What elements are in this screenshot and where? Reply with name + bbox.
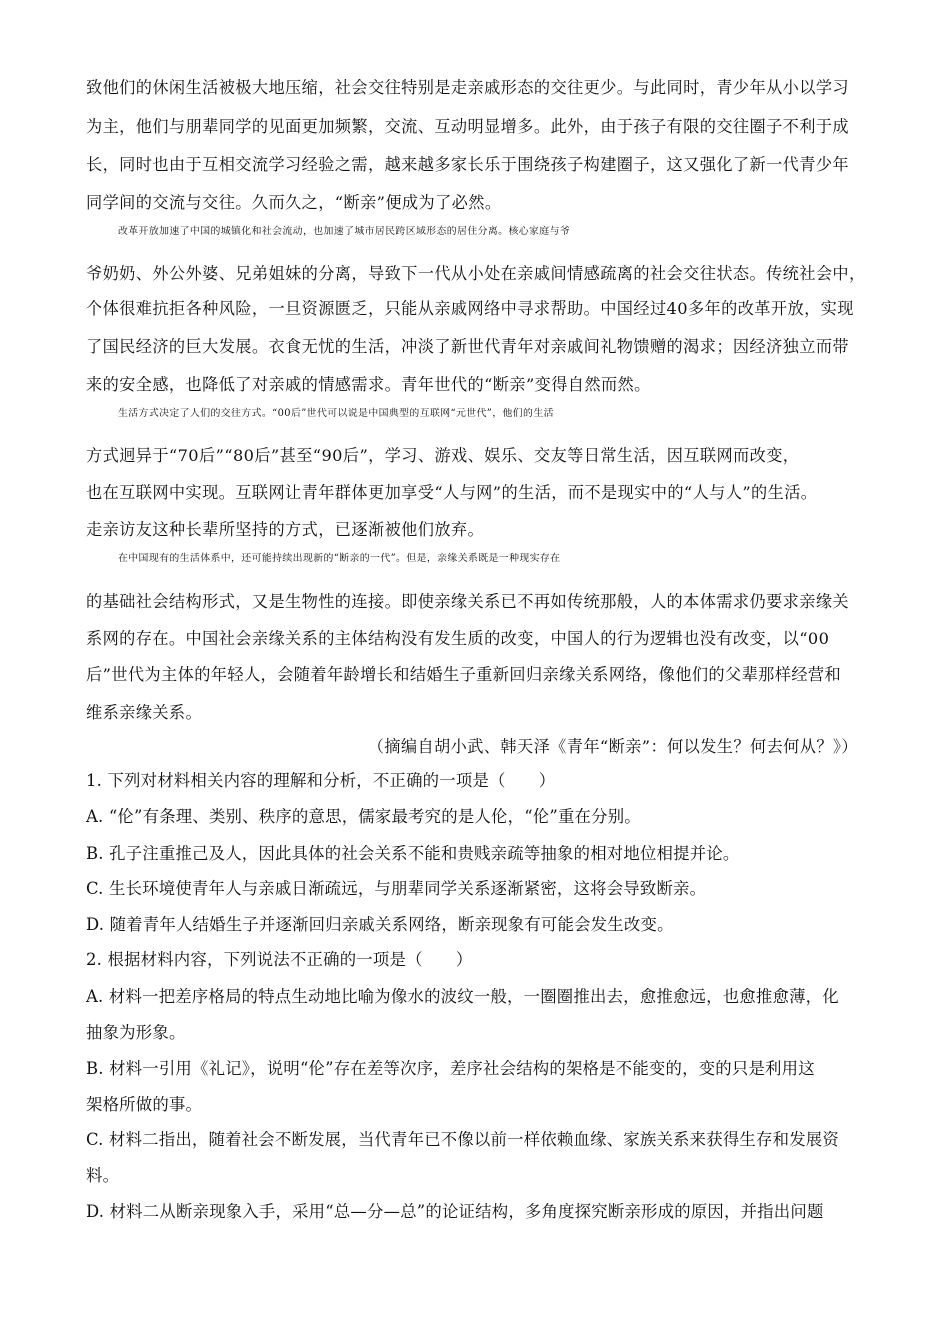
passage-line: 为主，他们与朋辈同学的见面更加频繁，交流、互动明显增多。此外，由于孩子有限的交往圈子不利于成 <box>86 117 850 136</box>
passage-line: 后”世代为主体的年轻人，会随着年龄增长和结婚生子重新回归亲缘关系网络，像他们的父辈那样经营和 <box>86 665 842 684</box>
option-b: B. 材料一引用《礼记》，说明“伦”存在差等次序，差序社会结构的架格是不能变的，变的只是利用这 <box>86 1059 815 1078</box>
option-c: C. 生长环境使青年人与亲戚日渐疏远，与朋辈同学关系逐渐紧密，这将会导致断亲。 <box>86 879 707 898</box>
passage-line: 长，同时也由于互相交流学习经验之需，越来越多家长乐于围绕孩子构建圈子，这又强化了新一代青少年 <box>86 155 850 174</box>
passage-line: 系网的存在。中国社会亲缘关系的主体结构没有发生质的改变，中国人的行为逻辑也没有改变，以“00 <box>86 629 830 648</box>
option-a: A. 材料一把差序格局的特点生动地比喻为像水的波纹一般，一圈圈推出去，愈推愈远，也愈推愈薄，化 <box>86 987 839 1006</box>
option-c-continued: 料。 <box>86 1166 120 1185</box>
passage-line: 在中国现有的生活体系中，还可能持续出现新的“断亲的一代”。但是，亲缘关系既是一种现实存在 <box>118 553 561 564</box>
passage-line: 的基础社会结构形式，又是生物性的连接。即使亲缘关系已不再如传统那般，人的本体需求仍要求亲缘关 <box>86 592 850 611</box>
option-a-continued: 抽象为形象。 <box>86 1023 186 1042</box>
option-b-continued: 架格所做的事。 <box>86 1095 203 1114</box>
question-stem: 2. 根据材料内容，下列说法不正确的一项是（ ） <box>86 950 473 969</box>
passage-line: 同学间的交流与交往。久而久之，“断亲”便成为了必然。 <box>86 193 502 212</box>
passage-line: 走亲访友这种长辈所坚持的方式，已逐渐被他们放弃。 <box>86 520 485 539</box>
question-stem: 1. 下列对材料相关内容的理解和分析，不正确的一项是（ ） <box>86 771 556 790</box>
passage-line: 个体很难抗拒各种风险，一旦资源匮乏，只能从亲戚网络中寻求帮助。中国经过40多年的改革开放，实现 <box>86 299 854 318</box>
source-citation: （摘编自胡小武、韩天泽《青年“断亲”：何以发生？何去何从？》） <box>367 737 858 756</box>
passage-line: 致他们的休闲生活被极大地压缩，社会交往特别是走亲戚形态的交往更少。与此同时，青少年从小以学习 <box>86 78 850 97</box>
passage-line: 生活方式决定了人们的交往方式。“00后”世代可以说是中国典型的互联网“元世代”，他们的生活 <box>118 408 554 419</box>
passage-line: 方式迥异于“70后”“80后”甚至“90后”，学习、游戏、娱乐、交友等日常生活，因互联网而改变， <box>86 446 800 465</box>
option-c: C. 材料二指出，随着社会不断发展，当代青年已不像以前一样依赖血缘、家族关系来获得生存和发展资 <box>86 1130 839 1149</box>
passage-line: 了国民经济的巨大发展。衣食无忧的生活，冲淡了新世代青年对亲戚间礼物馈赠的渴求；因经济独立而带 <box>86 337 850 356</box>
passage-line: 改革开放加速了中国的城镇化和社会流动，也加速了城市居民跨区域形态的居住分离。核心家庭与爷 <box>118 226 571 237</box>
passage-line: 也在互联网中实现。互联网让青年群体更加享受“人与网”的生活，而不是现实中的“人与人”的生活。 <box>86 483 818 502</box>
option-b: B. 孔子注重推己及人，因此具体的社会关系不能和贵贱亲疏等抽象的相对地位相提并论。 <box>86 844 740 863</box>
option-d: D. 随着青年人结婚生子并逐渐回归亲戚关系网络，断亲现象有可能会发生改变。 <box>86 915 674 934</box>
passage-line: 维系亲缘关系。 <box>86 703 203 722</box>
passage-line: 来的安全感，也降低了对亲戚的情感需求。青年世代的“断亲”变得自然而然。 <box>86 375 651 394</box>
option-d: D. 材料二从断亲现象入手，采用“总—分—总”的论证结构，多角度探究断亲形成的原因，并指出问题 <box>86 1202 824 1221</box>
option-a: A. “伦”有条理、类别、秩序的意思，儒家最考究的是人伦，“伦”重在分别。 <box>86 807 641 826</box>
passage-line: 爷奶奶、外公外婆、兄弟姐妹的分离，导致下一代从小处在亲戚间情感疏离的社会交往状态。传统社会中， <box>86 264 866 283</box>
